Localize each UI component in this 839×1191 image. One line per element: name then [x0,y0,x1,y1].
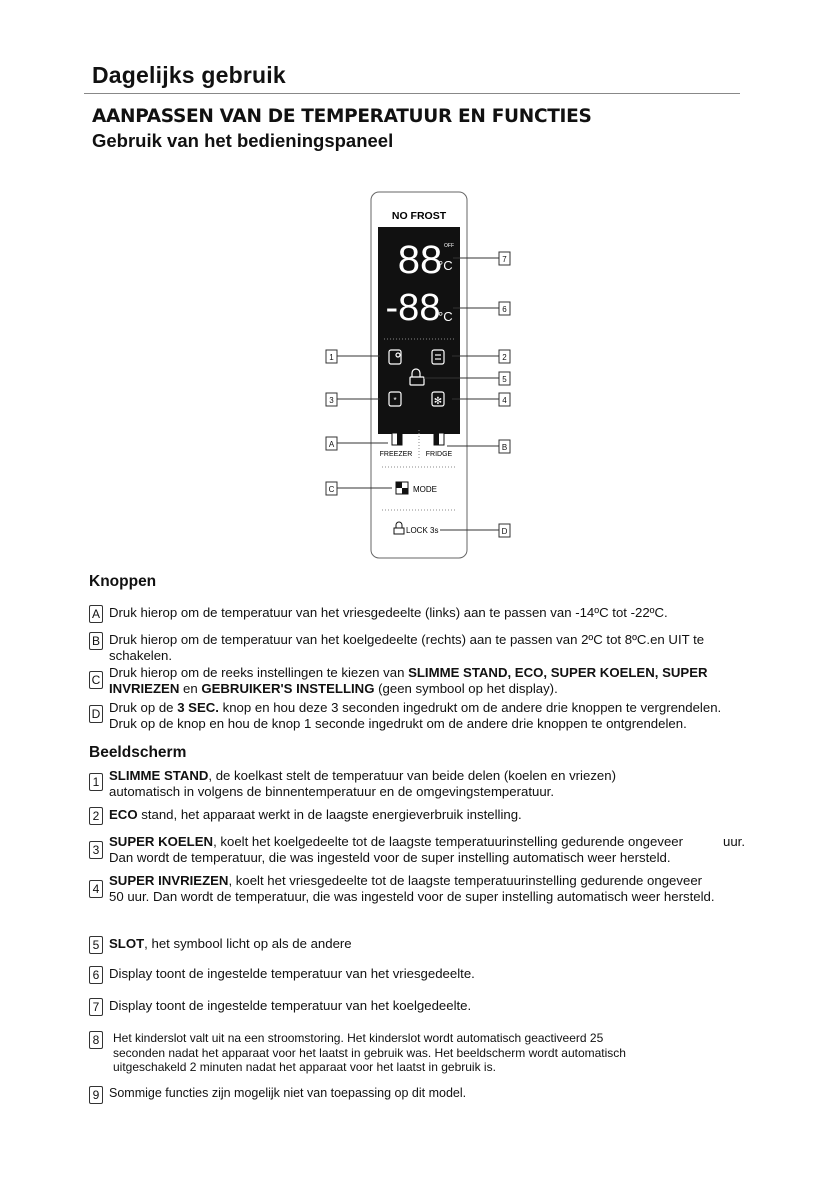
off-indicator: OFF [444,243,454,249]
page-title: Dagelijks gebruik [92,62,286,88]
callout-3: 3 [329,396,334,405]
section-heading: AANPASSEN VAN DE TEMPERATUUR EN FUNCTIES [92,106,592,127]
fridge-button-icon [434,433,444,445]
fridge-button: FRIDGE [425,451,453,458]
svg-text:*: * [393,396,397,405]
sub-heading: Gebruik van het bedieningspaneel [92,130,394,151]
callout-6: 6 [502,305,507,314]
fridge-temp-display: 88 [397,238,443,282]
callout-2: 2 [502,353,507,362]
callout-A: A [328,440,335,449]
freezer-button-icon [392,433,402,445]
freezer-unit: °C [438,309,453,324]
fridge-unit: °C [438,258,453,273]
knoppen-heading: Knoppen [89,573,157,590]
callout-4: 4 [502,396,507,405]
lock-button: LOCK 3s [406,526,439,535]
freezer-button: FREEZER [379,451,413,458]
freezer-temp-display: -88 [385,287,441,329]
callout-C: C [328,485,335,494]
beeldscherm-heading: Beeldscherm [89,744,187,761]
callout-5: 5 [502,375,507,384]
callout-B: B [501,443,508,452]
callout-7: 7 [502,255,507,264]
svg-text:✻: ✻ [433,396,443,407]
callout-D: D [501,527,508,536]
control-panel-diagram [0,0,839,580]
callout-1: 1 [329,353,334,362]
mode-button-icon [396,482,408,494]
brand-label: NO FROST [391,210,447,222]
mode-button: MODE [413,485,437,494]
